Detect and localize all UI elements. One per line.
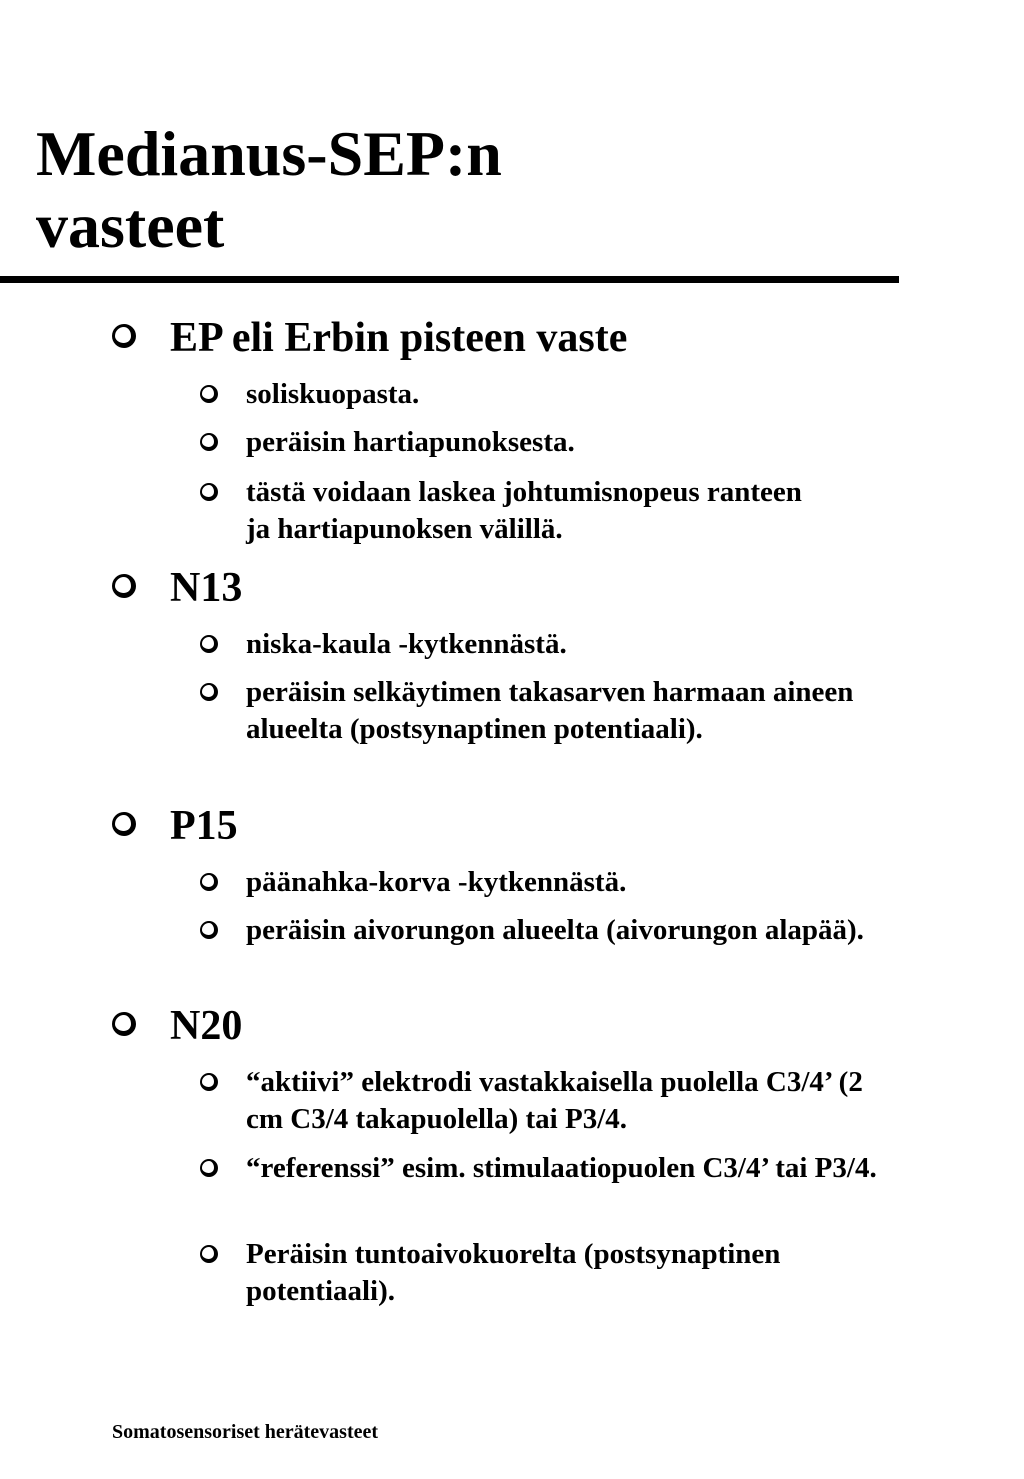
list-item-text: Peräisin tuntoaivokuorelta (postsynaptinen potentiaali).: [246, 1238, 781, 1307]
hollow-circle-bullet-icon: [112, 324, 136, 348]
hollow-circle-bullet-icon: [200, 483, 218, 501]
list-item-text: niska-kaula -kytkennästä.: [246, 628, 567, 660]
list-item-text: peräisin hartiapunoksesta.: [246, 426, 575, 458]
hollow-circle-bullet-icon: [112, 1012, 136, 1036]
section-heading-text: EP eli Erbin pisteen vaste: [170, 315, 628, 361]
section-heading-text: P15: [170, 803, 238, 849]
section-heading-text: N20: [170, 1003, 243, 1049]
hollow-circle-bullet-icon: [200, 921, 218, 939]
hollow-circle-bullet-icon: [200, 683, 218, 701]
hollow-circle-bullet-icon: [112, 574, 136, 598]
hollow-circle-bullet-icon: [200, 385, 218, 403]
page-title-line-1: Medianus-SEP:n: [36, 118, 502, 189]
list-item-text: peräisin selkäytimen takasarven harmaan aineen alueelta (postsynaptinen potentiaali).: [246, 676, 854, 745]
hollow-circle-bullet-icon: [200, 1245, 218, 1263]
hollow-circle-bullet-icon: [200, 1073, 218, 1091]
hollow-circle-bullet-icon: [200, 873, 218, 891]
list-item-text: tästä voidaan laskea johtumisnopeus ranteen ja hartiapunoksen välillä.: [246, 476, 802, 545]
page-title-line-2: vasteet: [36, 190, 225, 261]
hollow-circle-bullet-icon: [200, 1159, 218, 1177]
list-item-text: “aktiivi” elektrodi vastakkaisella puolella C3/4’ (2 cm C3/4 takapuolella) tai P3/4.: [246, 1066, 863, 1135]
page-title: [36, 118, 502, 262]
list-item-text: päänahka-korva -kytkennästä.: [246, 866, 627, 898]
list-item-text: “referenssi” esim. stimulaatiopuolen C3/4’ tai P3/4.: [246, 1152, 877, 1184]
title-divider: [0, 276, 899, 283]
hollow-circle-bullet-icon: [200, 635, 218, 653]
list-item-text: peräisin aivorungon alueelta (aivorungon alapää).: [246, 914, 864, 946]
hollow-circle-bullet-icon: [200, 433, 218, 451]
list-item-text: soliskuopasta.: [246, 378, 420, 410]
section-heading-text: N13: [170, 565, 243, 611]
page-footer: Somatosensoriset herätevasteet: [112, 1421, 379, 1443]
hollow-circle-bullet-icon: [112, 812, 136, 836]
